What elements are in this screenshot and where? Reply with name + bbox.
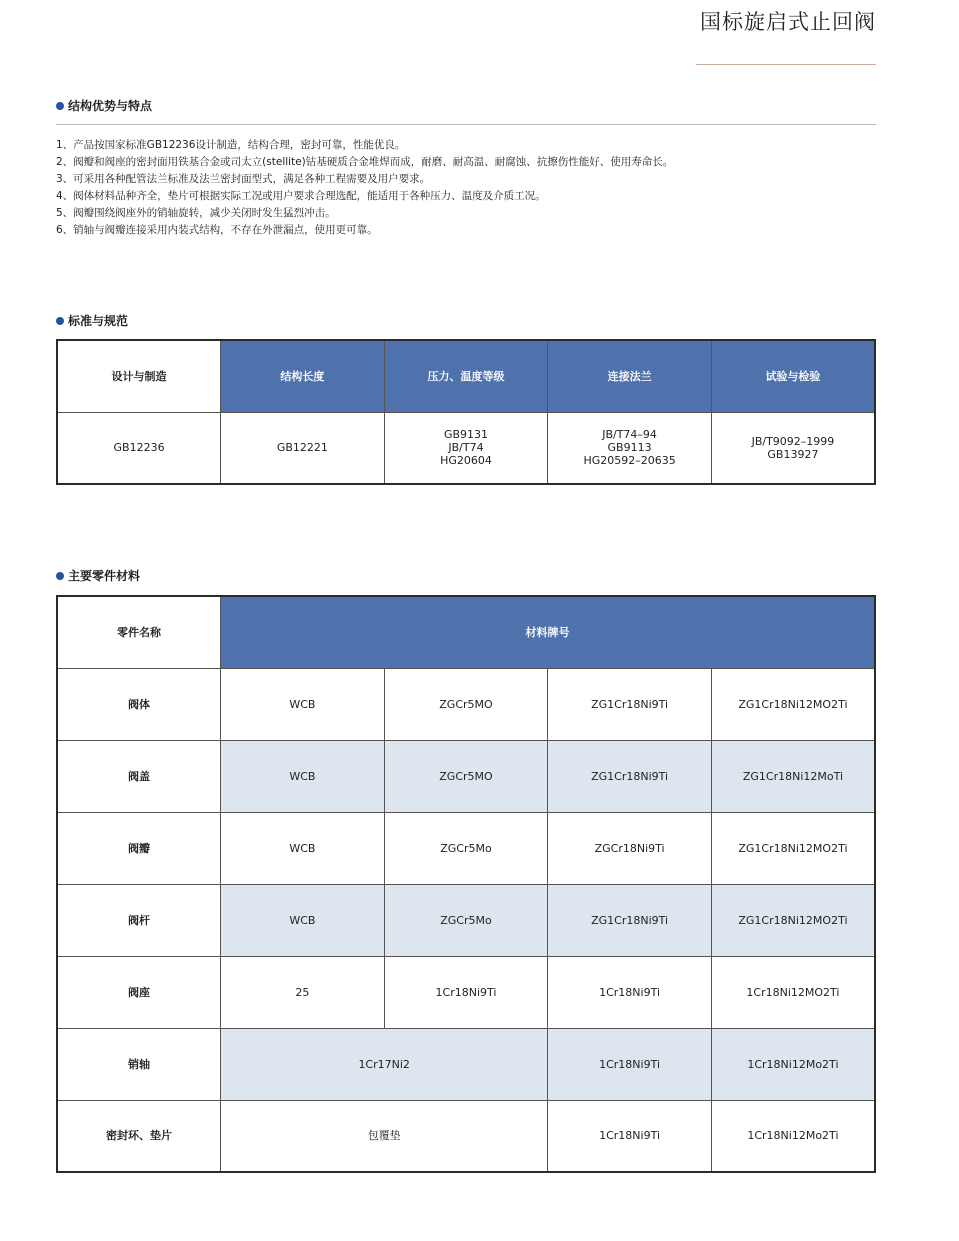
- feature-item: 4、阀体材料品种齐全，垫片可根据实际工况或用户要求合理选配，能适用于各种压力、温度及介质工况。: [56, 190, 546, 202]
- std-value-length: [221, 412, 385, 484]
- std-value-pressure: [384, 412, 548, 484]
- std-value-line: HG20604: [440, 454, 492, 468]
- standards-table: [56, 339, 876, 485]
- table-header-row: [57, 340, 875, 412]
- std-value-line: JB/T74: [448, 441, 484, 455]
- material-cell: 1Cr18Ni12Mo2Ti: [711, 1028, 875, 1100]
- material-cell: ZGCr5Mo: [384, 812, 548, 884]
- std-header-length: 结构长度: [221, 340, 385, 412]
- standards-heading: [56, 312, 128, 329]
- feature-item: 3、可采用各种配管法兰标准及法兰密封面型式，满足各种工程需要及用户要求。: [56, 173, 431, 185]
- std-header-flange: 连接法兰: [548, 340, 712, 412]
- table-row: [57, 412, 875, 484]
- page-title: 国标旋启式止回阀: [700, 10, 876, 34]
- part-name: 阀座: [57, 956, 221, 1028]
- part-name: 阀体: [57, 668, 221, 740]
- bullet-icon: [56, 102, 64, 110]
- materials-heading-label: 主要零件材料: [68, 569, 141, 583]
- table-row: [57, 884, 875, 956]
- part-name: 阀盖: [57, 740, 221, 812]
- material-cell: ZG1Cr18Ni9Ti: [548, 740, 712, 812]
- material-cell: ZG1Cr18Ni12MO2Ti: [711, 812, 875, 884]
- material-cell: 1Cr18Ni9Ti: [548, 1028, 712, 1100]
- std-value-line: HG20592–20635: [583, 454, 676, 468]
- material-cell: WCB: [221, 812, 385, 884]
- std-value-line: GB13927: [767, 447, 819, 461]
- std-value-line: JB/T9092–1999: [751, 434, 835, 448]
- material-cell: ZG1Cr18Ni12MoTi: [711, 740, 875, 812]
- std-value-testing: [711, 412, 875, 484]
- features-list: [56, 137, 673, 239]
- material-cell: ZG1Cr18Ni12MO2Ti: [711, 668, 875, 740]
- features-heading: [56, 97, 152, 114]
- feature-item: 1、产品按国家标准GB12236设计制造，结构合理，密封可靠，性能优良。: [56, 139, 406, 151]
- material-cell: 1Cr18Ni9Ti: [548, 956, 712, 1028]
- feature-item: 5、阀瓣围绕阀座外的销轴旋转，减少关闭时发生猛烈冲击。: [56, 207, 336, 219]
- feature-item: 6、销轴与阀瓣连接采用内装式结构，不存在外泄漏点，使用更可靠。: [56, 224, 378, 236]
- materials-heading: [56, 567, 140, 584]
- bullet-icon: [56, 317, 64, 325]
- table-header-row: [57, 596, 875, 668]
- part-name: 阀杆: [57, 884, 221, 956]
- std-value-line: GB9113: [607, 441, 652, 455]
- std-value-line: GB12221: [276, 441, 328, 455]
- std-value-design: [57, 412, 221, 484]
- material-cell: 1Cr18Ni9Ti: [384, 956, 548, 1028]
- material-cell: 1Cr17Ni2: [221, 1028, 548, 1100]
- material-cell: WCB: [221, 668, 385, 740]
- material-cell: WCB: [221, 884, 385, 956]
- std-value-flange: [548, 412, 712, 484]
- material-cell: 1Cr18Ni9Ti: [548, 1100, 712, 1172]
- mat-header-part: 零件名称: [57, 596, 221, 668]
- material-cell: ZGCr18Ni9Ti: [548, 812, 712, 884]
- material-cell: ZGCr5MO: [384, 668, 548, 740]
- features-heading-label: 结构优势与特点: [68, 99, 153, 113]
- std-header-design: 设计与制造: [57, 340, 221, 412]
- part-name: 销轴: [57, 1028, 221, 1100]
- std-header-testing: 试验与检验: [711, 340, 875, 412]
- materials-table: [56, 595, 876, 1173]
- standards-heading-label: 标准与规范: [68, 314, 129, 328]
- part-name: 阀瓣: [57, 812, 221, 884]
- table-row: [57, 740, 875, 812]
- mat-header-material: 材料牌号: [221, 596, 875, 668]
- material-cell: 25: [221, 956, 385, 1028]
- std-value-line: GB9131: [443, 428, 489, 442]
- material-cell: 1Cr18Ni12MO2Ti: [711, 956, 875, 1028]
- std-header-pressure: 压力、温度等级: [384, 340, 548, 412]
- material-cell: ZG1Cr18Ni9Ti: [548, 884, 712, 956]
- std-value-line: JB/T74–94: [602, 428, 657, 442]
- features-divider: [56, 124, 876, 125]
- feature-item: 2、阀瓣和阀座的密封面用铁基合金或司太立(stellite)钴基硬质合金堆焊而成，耐磨、耐高温、耐腐蚀、抗擦伤性能好、使用寿命长。: [56, 156, 674, 168]
- table-row: [57, 812, 875, 884]
- material-cell: 包覆垫: [221, 1100, 548, 1172]
- material-cell: ZGCr5MO: [384, 740, 548, 812]
- material-cell: ZG1Cr18Ni12MO2Ti: [711, 884, 875, 956]
- table-row: [57, 668, 875, 740]
- material-cell: ZG1Cr18Ni9Ti: [548, 668, 712, 740]
- bullet-icon: [56, 572, 64, 580]
- table-row: [57, 1028, 875, 1100]
- material-cell: ZGCr5Mo: [384, 884, 548, 956]
- title-underline: [696, 64, 876, 65]
- material-cell: 1Cr18Ni12Mo2Ti: [711, 1100, 875, 1172]
- material-cell: WCB: [221, 740, 385, 812]
- std-value-line: GB12236: [113, 441, 165, 455]
- table-row: [57, 956, 875, 1028]
- table-row: [57, 1100, 875, 1172]
- part-name: 密封环、垫片: [57, 1100, 221, 1172]
